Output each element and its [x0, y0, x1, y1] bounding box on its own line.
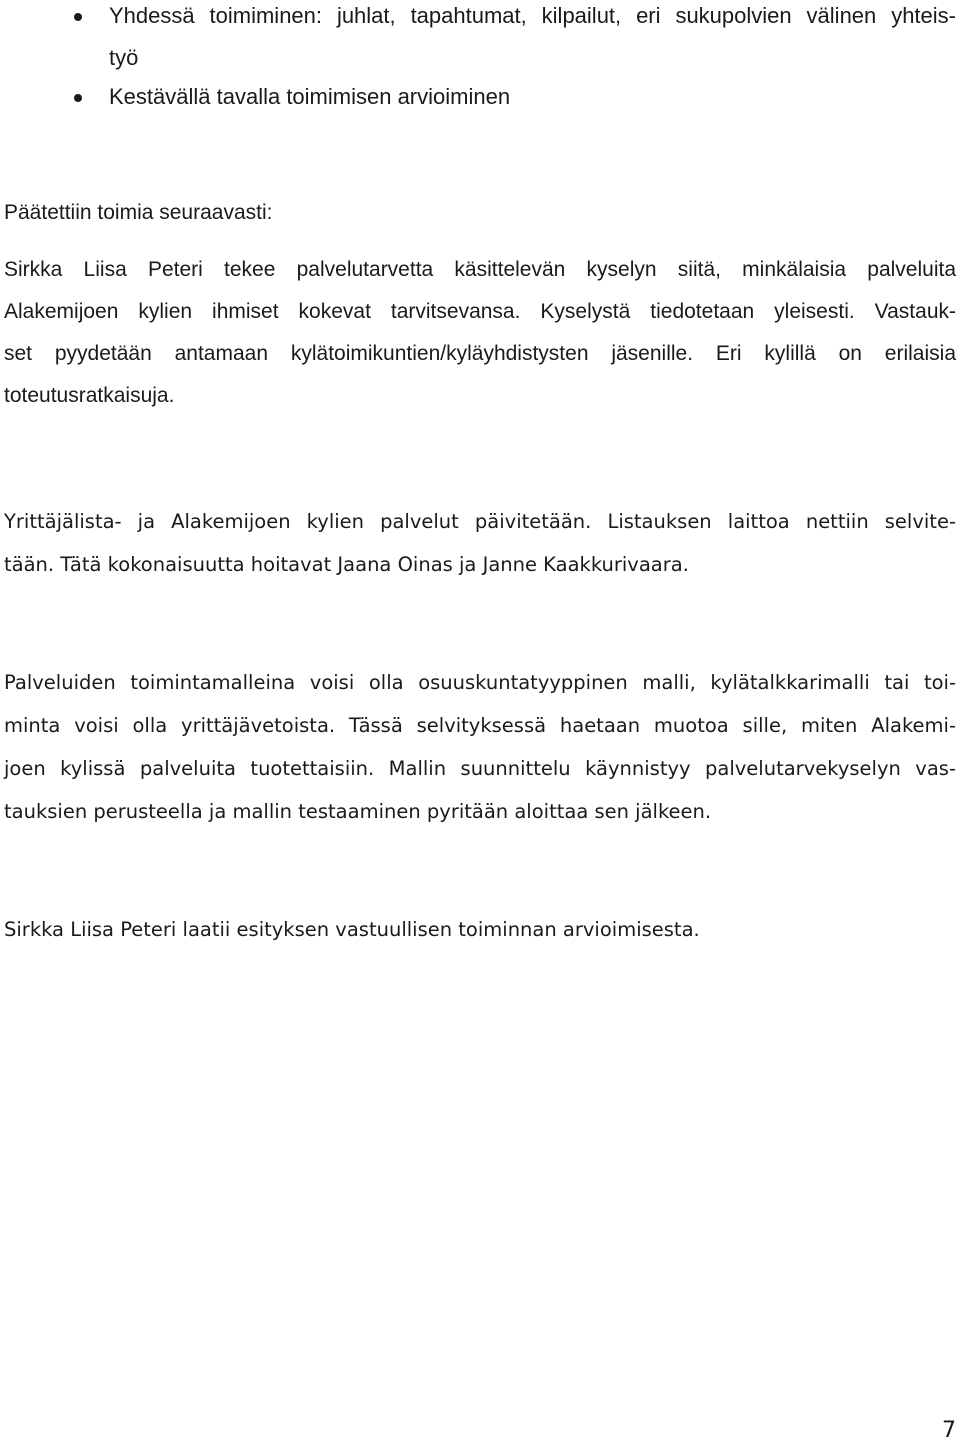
- paragraph-line: Alakemijoen kylien ihmiset kokevat tarvitsevansa. Kyselystä tiedotetaan yleisesti. Vastauk-: [4, 300, 956, 323]
- paragraph-line: Palveluiden toimintamalleina voisi olla osuuskuntatyyppinen malli, kylätalkkarimalli tai toi-: [4, 671, 956, 694]
- paragraph-line: joen kylissä palveluita tuotettaisiin. Mallin suunnittelu käynnistyy palvelutarvekyselyn vas-: [4, 757, 956, 780]
- paragraph-line: Yrittäjälista- ja Alakemijoen kylien palvelut päivitetään. Listauksen laittoa nettiin selvite-: [4, 510, 956, 533]
- page-number: 7: [942, 1418, 956, 1443]
- bullet-dot-icon: [74, 13, 82, 21]
- paragraph-line: minta voisi olla yrittäjävetoista. Tässä selvityksessä haetaan muotoa sille, miten Alakemi-: [4, 714, 956, 737]
- bullet-line: työ: [109, 45, 139, 70]
- paragraph-listing: [4, 500, 956, 586]
- paragraph-report: [4, 908, 956, 951]
- paragraph-line: Sirkka Liisa Peteri tekee palvelutarvetta käsittelevän kyselyn siitä, minkälaisia palveluita: [4, 258, 956, 281]
- bullet-item-sustainability: [0, 76, 960, 118]
- bullet-item-cooperation: [0, 0, 960, 79]
- paragraph-line: toteutusratkaisuja.: [4, 384, 175, 407]
- paragraph-line: set pyydetään antamaan kylätoimikuntien/kyläyhdistysten jäsenille. Eri kylillä on erilaisia: [4, 342, 956, 365]
- paragraph-line: tauksien perusteella ja mallin testaaminen pyritään aloittaa sen jälkeen.: [4, 800, 712, 823]
- paragraph-line: Sirkka Liisa Peteri laatii esityksen vastuullisen toiminnan arvioimisesta.: [4, 918, 700, 941]
- bullet-dot-icon: [74, 94, 82, 102]
- decided-heading: [4, 192, 956, 234]
- paragraph-line: tään. Tätä kokonaisuutta hoitavat Jaana Oinas ja Janne Kaakkurivaara.: [4, 553, 689, 576]
- bullet-line: Kestävällä tavalla toimimisen arvioiminen: [109, 84, 511, 109]
- paragraph-survey: [4, 249, 956, 417]
- paragraph-models: [4, 661, 956, 833]
- bullet-line: Yhdessä toimiminen: juhlat, tapahtumat, kilpailut, eri sukupolvien välinen yhteis-: [109, 3, 956, 28]
- heading-line: Päätettiin toimia seuraavasti:: [4, 201, 273, 224]
